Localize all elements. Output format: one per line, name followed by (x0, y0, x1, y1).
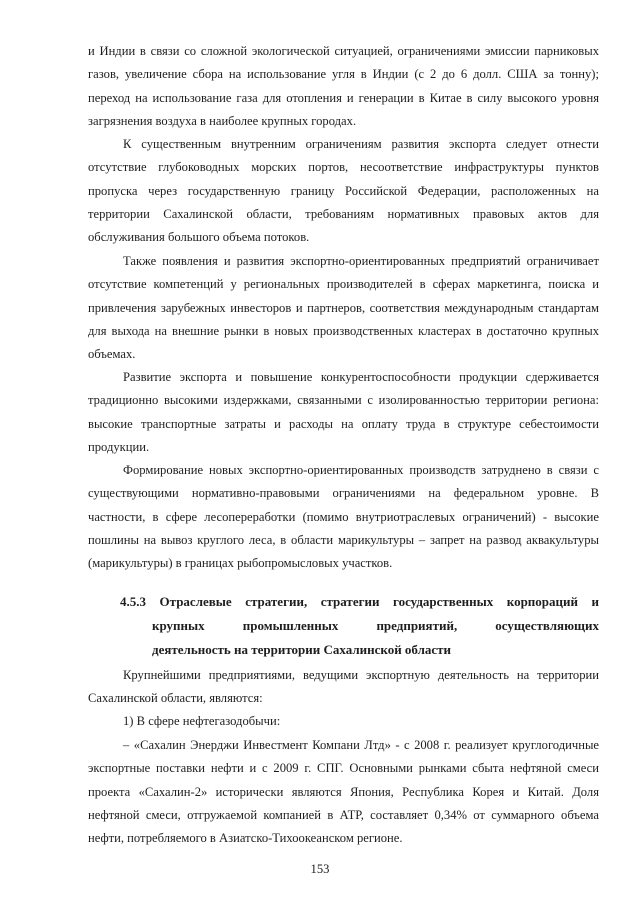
paragraph-regulatory: Формирование новых экспортно-ориентированных производств затруднено в связи с существующими нормативно-правовыми ограничениями на федеральном уровне. В частности, в сфере лесопереработки (помимо внутриотраслевых ограничений) - высокие пошлины на вывоз круглого леса, в области марикультуры – запрет на развод аквакультуры (марикультуры) в границах рыбопромысловых участков. (88, 463, 599, 571)
section-heading-line-2: крупных промышленных предприятий, осуществляющих (152, 618, 599, 633)
paragraph-internal-constraints: К существенным внутренним ограничениям развития экспорта следует отнести отсутствие глубоководных морских портов, несоответствие инфраструктуры пунктов пропуска через государственную границу Российской Федерации, расположенных на территории Сахалинской области, требованиям нормативных правовых актов для обслуживания большого объема потоков. (88, 137, 599, 245)
section-heading (88, 590, 599, 662)
list-item-oil-gas: 1) В сфере нефтегазодобычи: (123, 714, 281, 728)
paragraph-costs: Развитие экспорта и повышение конкурентоспособности продукции сдерживается традиционно высокими издержками, связанными с изолированностью территории региона: высокие транспортные затраты и расходы на оплату труда в структуре себестоимости продукции. (88, 370, 599, 454)
section-number: 4.5.3 (120, 594, 146, 609)
paragraph-intro: Крупнейшими предприятиями, ведущими экспортную деятельность на территории Сахалинской области, являются: (88, 668, 599, 706)
paragraph-continuation: и Индии в связи со сложной экологической ситуацией, ограничениями эмиссии парниковых газов, увеличение сбора на использование угля в Индии (с 2 до 6 долл. США за тонну); переход на использование газа для отопления и генерации в Китае в силу высокого уровня загрязнения воздуха в наиболее крупных городах. (88, 44, 599, 128)
section-title-part-1: Отраслевые стратегии, стратегии государственных корпораций и (159, 594, 599, 609)
section-heading-line-3: деятельность на территории Сахалинской области (152, 642, 452, 657)
section-heading-line-1 (120, 590, 599, 614)
paragraph-competencies: Также появления и развития экспортно-ориентированных предприятий ограничивает отсутствие компетенций у региональных производителей в сферах маркетинга, поиска и привлечения зарубежных инвесторов и партнеров, соответствия международным стандартам для выхода на внешние рынки в новых производственных кластерах в достаточно крупных объемах. (88, 254, 599, 362)
page-number: 153 (310, 862, 330, 876)
paragraph-sakhalin-energy: – «Сахалин Энерджи Инвестмент Компани Лтд» - с 2008 г. реализует круглогодичные экспортные поставки нефти и с 2009 г. СПГ. Основными рынками сбыта нефтяной смеси проекта «Сахалин-2» исторически являются Япония, Республика Корея и Китай. Доля нефтяной смеси, отгружаемой компанией в АТР, составляет 0,34% от суммарного объема нефти, потребляемого в Азиатско-Тихоокеанском регионе. (88, 738, 599, 846)
